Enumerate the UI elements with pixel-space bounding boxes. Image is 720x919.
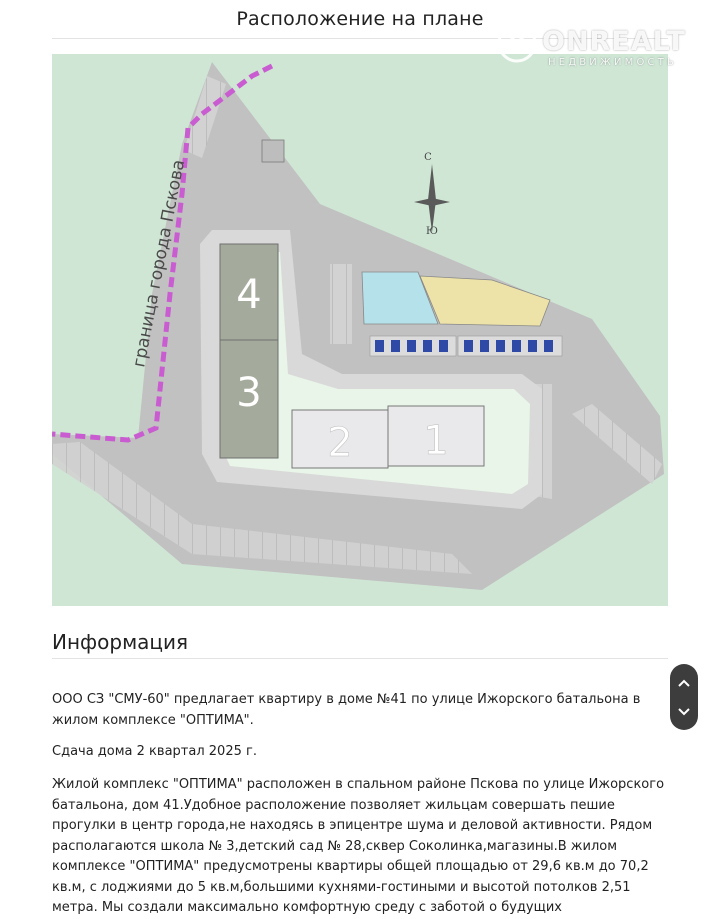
info-paragraph-description: Жилой комплекс "ОПТИМА" расположен в спальном районе Пскова по улице Ижорского батальона, дом 41.Удобное расположение позволяет жильцам совершать пешие прогулки в центр города,не находясь в эпицентре шума и деловой активности. Рядом располагаются школа № 3,детский сад № 28,сквер Соколинка,магазины.В жилом комплексе "ОПТИМА" предусмотрены квартиры общей площадью от 29,6 кв.м до 70,2 кв.м, с лоджиями до 5 кв.м,большими кухнями-гостиными и высотой потолков 2,51 метра. Мы создали максимально комфортную среду с заботой о будущих	[52, 777, 665, 915]
info-heading: Информация	[52, 630, 189, 654]
scroll-control	[670, 664, 698, 730]
info-paragraph-delivery: Сдача дома 2 квартал 2025 г.	[52, 744, 257, 759]
building-3	[220, 340, 278, 458]
city-boundary-label: граница города Пскова	[129, 157, 190, 369]
waste-area	[262, 140, 284, 162]
site-plan-map	[52, 54, 668, 606]
disabled-parking-row	[370, 336, 562, 356]
info-divider	[52, 658, 668, 659]
chevron-up-icon	[677, 678, 691, 688]
building-4-number: 4	[236, 272, 262, 318]
compass-south-label: Ю	[426, 226, 438, 237]
parking-top	[330, 264, 352, 344]
watermark	[496, 22, 706, 72]
building-1	[388, 406, 484, 466]
building-4	[220, 244, 278, 340]
watermark-tagline: НЕДВИЖИМОСТЬ	[548, 57, 678, 68]
watermark-brand: ONREALT	[542, 26, 686, 57]
building-1-number: 1	[423, 418, 449, 464]
compass-north-label: С	[424, 152, 432, 163]
scroll-down-button[interactable]	[670, 695, 698, 728]
building-2-number: 2	[327, 420, 353, 466]
chevron-down-icon	[677, 707, 691, 717]
building-3-number: 3	[236, 370, 262, 416]
plan-section-title: Расположение на плане	[236, 8, 484, 30]
info-paragraph-intro: ООО СЗ "СМУ-60" предлагает квартиру в доме №41 по улице Ижорского батальона в жилом комплексе "ОПТИМА".	[52, 692, 641, 728]
house-logo-icon	[496, 22, 538, 64]
building-2	[292, 410, 388, 468]
